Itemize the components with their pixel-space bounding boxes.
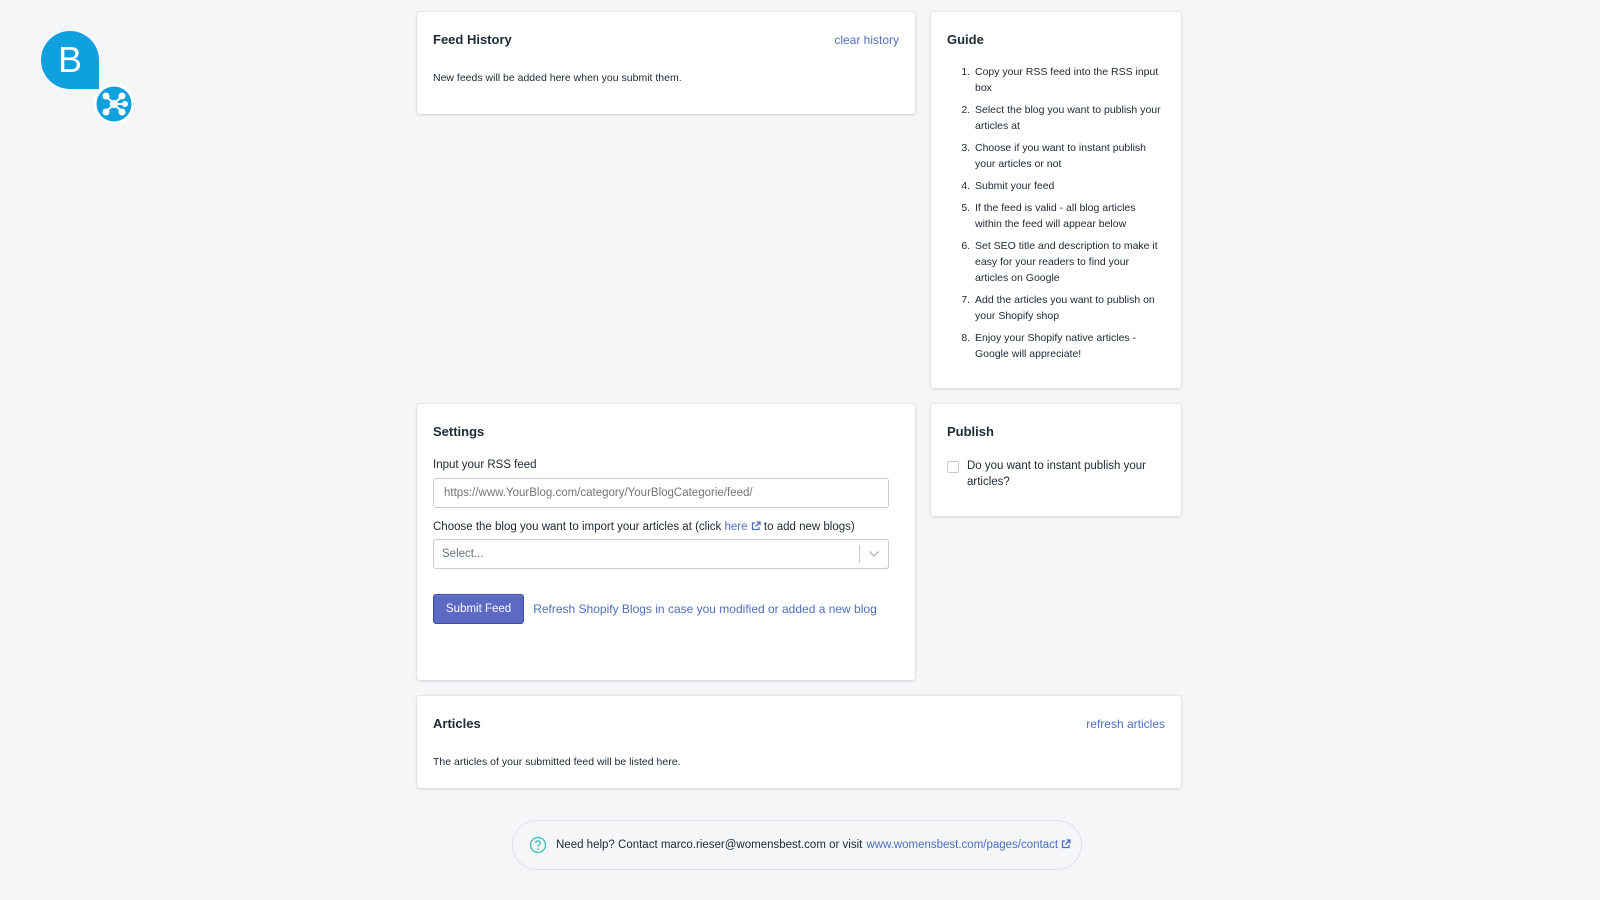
blog-select-label: Choose the blog you want to import your articles at (click here to add new blogs) [433, 521, 855, 533]
guide-step: 7. Add the articles you want to publish on your Shopify shop [973, 292, 1165, 324]
refresh-articles-link[interactable]: refresh articles [1086, 716, 1165, 731]
guide-step: 8. Enjoy your Shopify native articles - Google will appreciate! [973, 330, 1165, 362]
app-logo [41, 31, 133, 123]
guide-title: Guide [947, 32, 984, 47]
guide-card [931, 12, 1181, 388]
external-link-icon [751, 521, 761, 531]
add-blog-link[interactable]: here [724, 521, 760, 533]
publish-card [931, 404, 1181, 516]
guide-step: 3. Choose if you want to instant publish your articles or not [973, 140, 1165, 172]
rss-feed-label: Input your RSS feed [433, 459, 537, 471]
settings-title: Settings [433, 424, 485, 439]
submit-feed-button[interactable]: Submit Feed [433, 594, 524, 624]
feed-history-card [417, 12, 915, 114]
external-link-icon [1061, 839, 1071, 849]
blog-select[interactable] [433, 539, 889, 569]
refresh-blogs-link[interactable]: Refresh Shopify Blogs in case you modified or added a new blog [533, 602, 877, 616]
help-footer [512, 820, 1082, 870]
guide-step: 6. Set SEO title and description to make it easy for your readers to find your articles on Google [973, 238, 1165, 286]
help-circle-icon [529, 836, 547, 854]
settings-card [417, 404, 915, 680]
feed-history-empty-text: New feeds will be added here when you submit them. [433, 72, 682, 84]
guide-step: 4. Submit your feed [973, 178, 1165, 194]
articles-card [417, 696, 1181, 788]
instant-publish-checkbox[interactable] [947, 461, 959, 473]
blog-select-value: Select... [442, 548, 484, 560]
guide-step: 1. Copy your RSS feed into the RSS input box [973, 64, 1165, 96]
rss-feed-input[interactable] [433, 478, 889, 508]
chevron-down-icon [860, 550, 888, 558]
guide-step: 2. Select the blog you want to publish your articles at [973, 102, 1165, 134]
articles-empty-text: The articles of your submitted feed will be listed here. [433, 756, 681, 768]
instant-publish-label: Do you want to instant publish your articles? [967, 460, 1146, 488]
contact-page-link[interactable]: www.womensbest.com/pages/contact [866, 839, 1071, 851]
guide-steps [947, 64, 1165, 362]
clear-history-link[interactable]: clear history [834, 32, 899, 47]
logo-letter: B [57, 39, 83, 80]
help-text: Need help? Contact marco.rieser@womensbest.com or visit [556, 839, 863, 851]
feed-history-title: Feed History [433, 32, 512, 47]
guide-step: 5. If the feed is valid - all blog articles within the feed will appear below [973, 200, 1165, 232]
publish-title: Publish [947, 424, 994, 439]
articles-title: Articles [433, 716, 481, 731]
